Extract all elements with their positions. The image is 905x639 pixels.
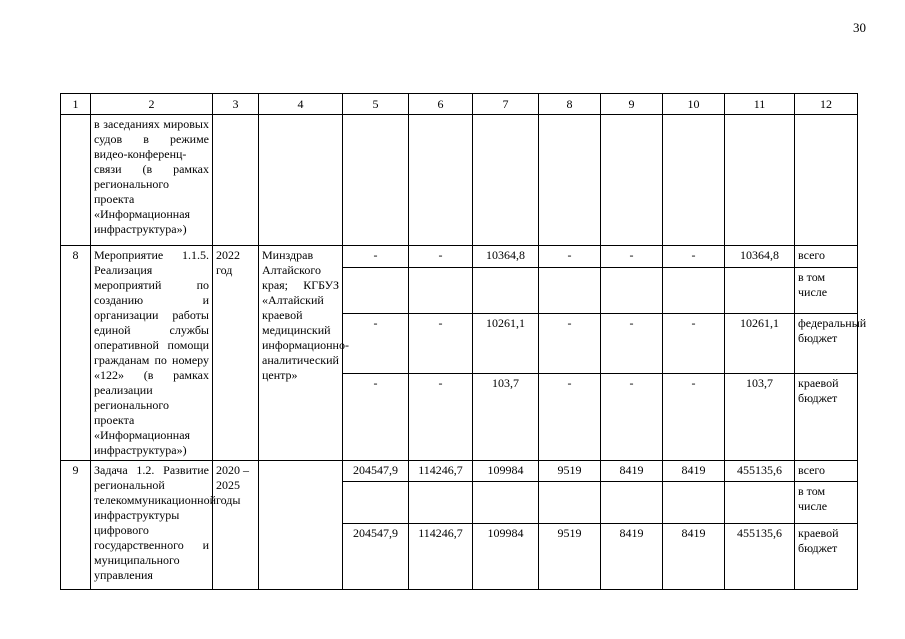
- activity-name-cell: Мероприятие 1.1.5. Реализация мероприятий по созданию и организации работы единой службы оперативной помощи гражданам по номеру «122» (в рамках реализации регионального проекта «Информационная инфраструктура»): [91, 246, 213, 461]
- row-number-cell: 8: [61, 246, 91, 461]
- table-cell: [259, 115, 343, 246]
- table-cell: [663, 115, 725, 246]
- continuation-row: [61, 115, 858, 246]
- executor-cell: [259, 461, 343, 590]
- value-cell: 8419: [601, 524, 663, 590]
- value-cell: 109984: [473, 524, 539, 590]
- value-cell: -: [343, 374, 409, 461]
- table-cell: [61, 115, 91, 246]
- value-cell: -: [663, 314, 725, 374]
- value-cell: [539, 268, 601, 314]
- header-cell: 11: [725, 94, 795, 115]
- value-cell: [343, 268, 409, 314]
- value-cell: [539, 482, 601, 524]
- activity-name-cell: в заседаниях мировых судов в режиме видео-конференц-связи (в рамках регионального проекта «Информационная инфраструктура»): [91, 115, 213, 246]
- table-cell: [473, 115, 539, 246]
- value-cell: -: [409, 314, 473, 374]
- table-cell: [795, 115, 858, 246]
- value-cell: [725, 268, 795, 314]
- page-number: 30: [853, 20, 866, 35]
- value-cell: [473, 482, 539, 524]
- header-cell: 2: [91, 94, 213, 115]
- table-cell: [725, 115, 795, 246]
- activity-name-cell: Задача 1.2. Развитие региональной телекоммуникационной инфраструктуры цифрового государственного и муниципального управления: [91, 461, 213, 590]
- header-cell: 5: [343, 94, 409, 115]
- value-cell: 9519: [539, 461, 601, 482]
- value-cell: [409, 482, 473, 524]
- funding-source-cell: краевой бюджет: [795, 374, 858, 461]
- value-cell: 455135,6: [725, 524, 795, 590]
- funding-source-cell: краевой бюджет: [795, 524, 858, 590]
- value-cell: [473, 268, 539, 314]
- column-number-header: [61, 94, 858, 115]
- value-cell: 455135,6: [725, 461, 795, 482]
- table-cell: [539, 115, 601, 246]
- value-cell: 114246,7: [409, 461, 473, 482]
- value-cell: 204547,9: [343, 461, 409, 482]
- value-cell: -: [663, 374, 725, 461]
- executor-cell: Минздрав Алтайского края; КГБУЗ «Алтайский краевой медицинский информационно-аналитический центр»: [259, 246, 343, 461]
- table-row: [61, 461, 858, 482]
- value-cell: -: [601, 246, 663, 268]
- header-cell: 12: [795, 94, 858, 115]
- value-cell: 109984: [473, 461, 539, 482]
- value-cell: 103,7: [473, 374, 539, 461]
- table-cell: [343, 115, 409, 246]
- value-cell: 8419: [601, 461, 663, 482]
- header-cell: 6: [409, 94, 473, 115]
- value-cell: -: [409, 374, 473, 461]
- value-cell: 10261,1: [473, 314, 539, 374]
- funding-source-cell: в том числе: [795, 268, 858, 314]
- value-cell: 103,7: [725, 374, 795, 461]
- value-cell: [663, 268, 725, 314]
- header-cell: 10: [663, 94, 725, 115]
- value-cell: [601, 268, 663, 314]
- value-cell: -: [409, 246, 473, 268]
- value-cell: -: [539, 374, 601, 461]
- value-cell: 8419: [663, 524, 725, 590]
- value-cell: 114246,7: [409, 524, 473, 590]
- value-cell: [343, 482, 409, 524]
- header-cell: 4: [259, 94, 343, 115]
- value-cell: [725, 482, 795, 524]
- value-cell: -: [343, 246, 409, 268]
- row-number-cell: 9: [61, 461, 91, 590]
- value-cell: 10261,1: [725, 314, 795, 374]
- value-cell: 10364,8: [725, 246, 795, 268]
- period-cell: 2022 год: [213, 246, 259, 461]
- value-cell: [663, 482, 725, 524]
- table-cell: [409, 115, 473, 246]
- table-cell: [213, 115, 259, 246]
- value-cell: [601, 482, 663, 524]
- header-cell: 1: [61, 94, 91, 115]
- value-cell: -: [663, 246, 725, 268]
- table-row: [61, 246, 858, 268]
- value-cell: -: [539, 246, 601, 268]
- header-cell: 7: [473, 94, 539, 115]
- funding-source-cell: всего: [795, 246, 858, 268]
- funding-source-cell: в том числе: [795, 482, 858, 524]
- header-cell: 8: [539, 94, 601, 115]
- program-activities-table: [60, 93, 867, 590]
- header-cell: 3: [213, 94, 259, 115]
- value-cell: -: [601, 314, 663, 374]
- table-cell: [601, 115, 663, 246]
- value-cell: 8419: [663, 461, 725, 482]
- period-cell: 2020 – 2025 годы: [213, 461, 259, 590]
- value-cell: -: [343, 314, 409, 374]
- value-cell: 204547,9: [343, 524, 409, 590]
- header-cell: 9: [601, 94, 663, 115]
- funding-source-cell: федеральный бюджет: [795, 314, 858, 374]
- value-cell: 9519: [539, 524, 601, 590]
- funding-source-cell: всего: [795, 461, 858, 482]
- value-cell: [409, 268, 473, 314]
- value-cell: -: [601, 374, 663, 461]
- value-cell: 10364,8: [473, 246, 539, 268]
- value-cell: -: [539, 314, 601, 374]
